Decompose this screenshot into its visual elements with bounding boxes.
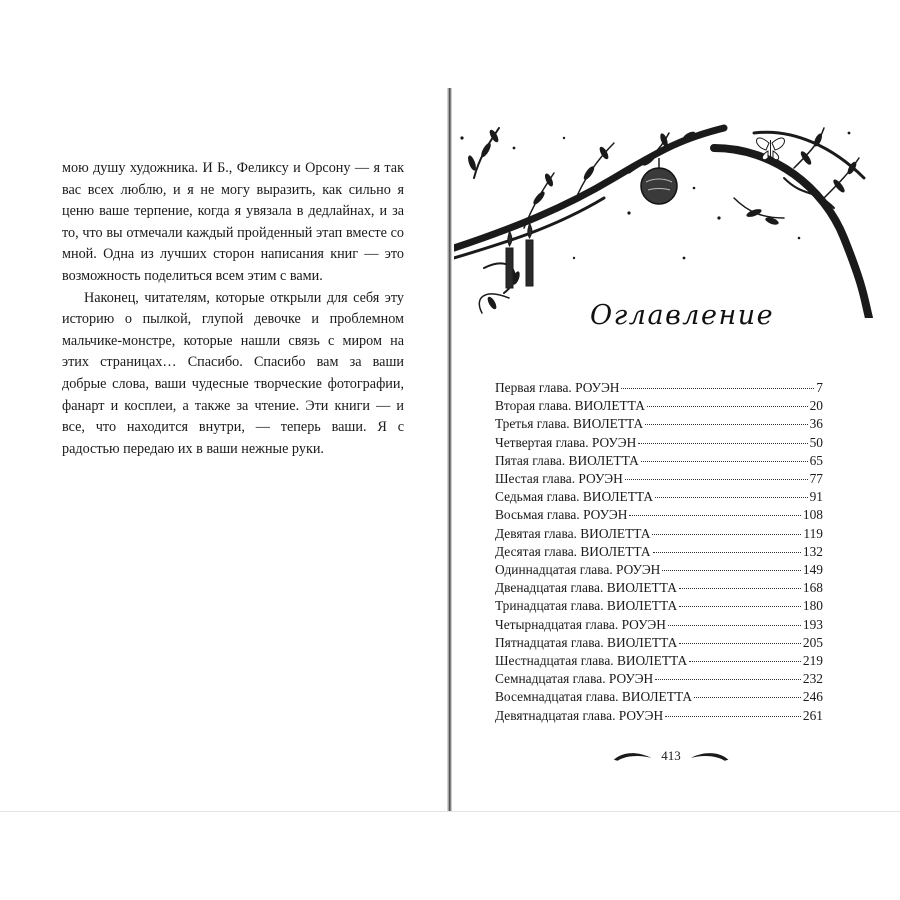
toc-chapter-title: Тринадцатая глава. ВИОЛЕТТА	[495, 598, 678, 614]
toc-chapter-title: Десятая глава. ВИОЛЕТТА	[495, 543, 651, 559]
toc-entry	[495, 688, 823, 706]
toc-page-number: 119	[803, 525, 823, 541]
toc-dot-leader	[653, 551, 801, 553]
toc-entry	[495, 379, 823, 397]
toc-dot-leader	[694, 696, 801, 698]
toc-entry	[495, 616, 823, 634]
page-bottom-edge	[0, 811, 900, 812]
toc-entry	[495, 597, 823, 615]
toc-chapter-title: Седьмая глава. ВИОЛЕТТА	[495, 489, 654, 505]
toc-dot-leader	[655, 496, 808, 498]
toc-chapter-title: Восемнадцатая глава. ВИОЛЕТТА	[495, 689, 693, 705]
toc-chapter-title: Девятнадцатая глава. РОУЭН	[495, 707, 664, 723]
toc-dot-leader	[629, 514, 800, 516]
toc-page-number: 232	[802, 671, 823, 687]
toc-dot-leader	[625, 478, 808, 480]
toc-entry	[495, 579, 823, 597]
toc-page-number: 168	[802, 580, 823, 596]
toc-dot-leader	[679, 642, 801, 644]
toc-chapter-title: Шестнадцатая глава. ВИОЛЕТТА	[495, 653, 688, 669]
toc-chapter-title: Шестая глава. РОУЭН	[495, 471, 623, 487]
paragraph: мою душу художника. И Б., Феликсу и Орсону — я так вас всех люблю, и я не могу выразить, как сильно я ценю ваше терпение, когда я увязала в дедлайнах, и за то, что вы отмечали каждый пройденный этап вместе со мной. Одна из лучших сторон написания книг — это возможность поделиться всем этим с вами.	[62, 160, 404, 284]
toc-entry	[495, 634, 823, 652]
page-number-folio	[612, 744, 730, 768]
left-page	[0, 0, 447, 812]
toc-page-number: 108	[802, 507, 823, 523]
toc-page-number: 50	[809, 434, 823, 450]
toc-dot-leader	[621, 387, 814, 389]
toc-page-number: 20	[809, 398, 823, 414]
toc-entry	[495, 470, 823, 488]
right-flourish-icon	[689, 749, 730, 763]
toc-chapter-title: Пятнадцатая глава. ВИОЛЕТТА	[495, 634, 678, 650]
toc-entry	[495, 434, 823, 452]
table-of-contents	[495, 379, 823, 725]
toc-entry	[495, 670, 823, 688]
toc-page-number: 219	[802, 653, 823, 669]
toc-dot-leader	[647, 405, 808, 407]
toc-chapter-title: Первая глава. РОУЭН	[495, 380, 620, 395]
toc-entry	[495, 452, 823, 470]
toc-entry	[495, 652, 823, 670]
toc-page-number: 149	[802, 562, 823, 578]
toc-page-number: 36	[809, 416, 823, 432]
toc-chapter-title: Четвертая глава. РОУЭН	[495, 434, 637, 450]
toc-page-number: 205	[802, 634, 823, 650]
toc-dot-leader	[689, 660, 801, 662]
toc-entry	[495, 397, 823, 415]
toc-title: Оглавление	[590, 300, 775, 331]
toc-chapter-title: Третья глава. ВИОЛЕТТА	[495, 416, 644, 432]
toc-dot-leader	[679, 587, 801, 589]
toc-chapter-title: Четырнадцатая глава. РОУЭН	[495, 616, 666, 632]
toc-entry	[495, 525, 823, 543]
candles-icon	[506, 223, 533, 288]
toc-page-number: 7	[816, 380, 823, 395]
toc-page-number: 193	[802, 616, 823, 632]
toc-dot-leader	[679, 605, 801, 607]
toc-page-number: 91	[809, 489, 823, 505]
left-flourish-icon	[612, 749, 653, 763]
toc-chapter-title: Вторая глава. ВИОЛЕТТА	[495, 398, 645, 414]
toc-entry	[495, 543, 823, 561]
toc-entry	[495, 488, 823, 506]
toc-page-number: 246	[802, 689, 823, 705]
toc-page-number: 65	[809, 452, 823, 468]
acknowledgements-text	[62, 158, 404, 460]
toc-entry	[495, 415, 823, 433]
toc-chapter-title: Семнадцатая глава. РОУЭН	[495, 671, 654, 687]
toc-dot-leader	[641, 460, 808, 462]
toc-chapter-title: Девятая глава. ВИОЛЕТТА	[495, 525, 651, 541]
toc-dot-leader	[645, 423, 807, 425]
paragraph: Наконец, читателям, которые открыли для себя эту историю о пылкой, глупой девочке и проблемном мальчике-монстре, которые нашли связь с миром на этих страницах… Спасибо. Спасибо вам за ваши добрые слова, ваши чудесные творческие фотографии, фанарт и косплеи, а также за чтение. Эти книги — и все, что находится внутри, — теперь ваши. Я с радостью передаю их в ваши нежные руки.	[62, 289, 404, 457]
toc-page-number: 77	[809, 471, 823, 487]
branch-illustration	[454, 118, 874, 318]
toc-chapter-title: Пятая глава. ВИОЛЕТТА	[495, 452, 639, 468]
toc-chapter-title: Двенадцатая глава. ВИОЛЕТТА	[495, 580, 677, 596]
toc-dot-leader	[652, 533, 801, 535]
toc-dot-leader	[668, 624, 801, 626]
toc-dot-leader	[638, 442, 807, 444]
toc-chapter-title: Восьмая глава. РОУЭН	[495, 507, 628, 523]
toc-entry	[495, 707, 823, 725]
toc-page-number: 261	[802, 707, 823, 723]
toc-dot-leader	[662, 569, 801, 571]
toc-dot-leader	[665, 715, 801, 717]
toc-page-number: 180	[802, 598, 823, 614]
toc-entry	[495, 506, 823, 524]
toc-entry	[495, 561, 823, 579]
toc-dot-leader	[655, 678, 801, 680]
toc-page-number: 132	[802, 543, 823, 559]
page-number: 413	[661, 748, 681, 763]
toc-chapter-title: Одиннадцатая глава. РОУЭН	[495, 562, 661, 578]
